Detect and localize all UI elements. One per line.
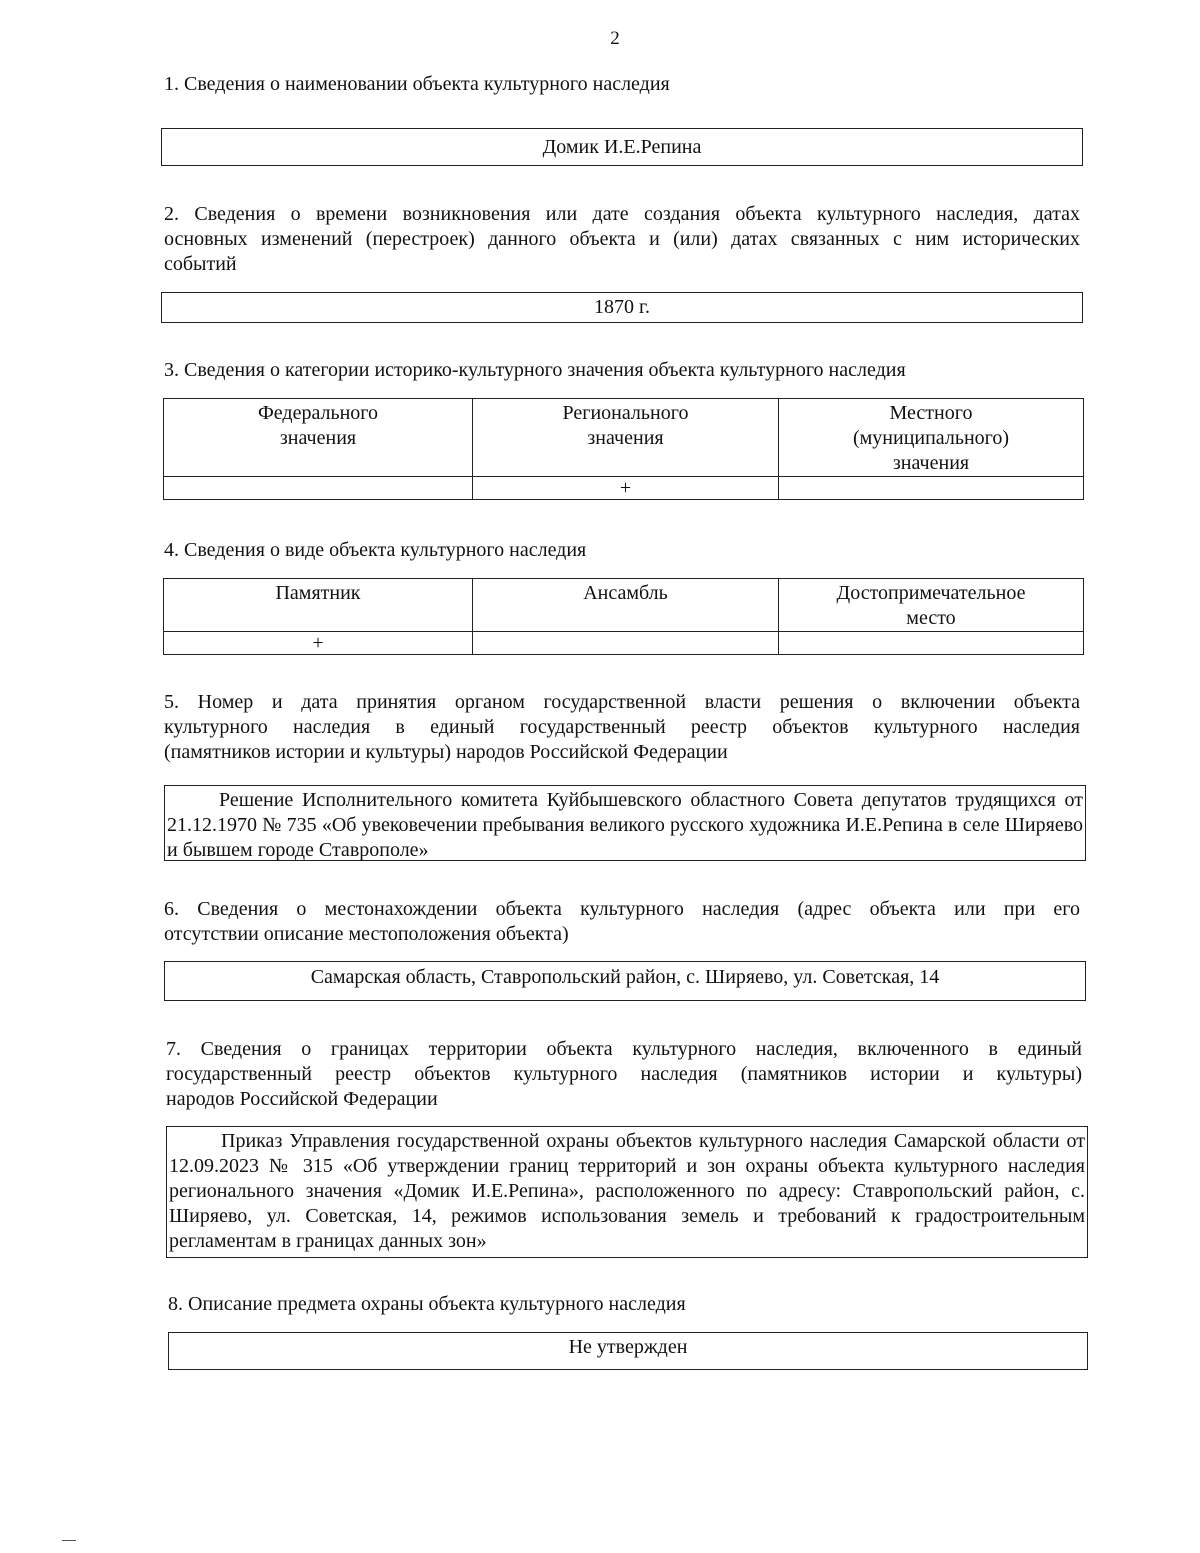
type-header-line: Памятник (275, 582, 361, 604)
category-header-line: значения (279, 427, 357, 449)
section-6-value-box (164, 961, 1086, 1001)
category-header-line: Федерального (257, 402, 379, 424)
object-address: Самарская область, Ставропольский район, с. Ширяево, ул. Советская, 14 (310, 966, 940, 988)
section-5-heading-line: (памятников истории и культуры) народов Российской Федерации (164, 741, 728, 763)
category-regional-mark: + (473, 477, 779, 500)
category-local-header (779, 399, 1084, 477)
section-6-heading-line: 6. Сведения о местонахождении объекта культурного наследия (адрес объекта или при его (164, 898, 1080, 920)
section-5-heading-line: 5. Номер и дата принятия органом государственной власти решения о включении объекта (164, 691, 1080, 713)
category-federal-mark (164, 477, 473, 500)
section-6-heading-line: отсутствии описание местоположения объекта) (164, 923, 569, 945)
section-5-value-box (164, 785, 1086, 861)
section-2-heading-line: основных изменений (перестроек) данного объекта и (или) датах связанных с ним исторических (164, 228, 1080, 250)
section-8-value-box (168, 1332, 1088, 1370)
section-6-heading (164, 897, 1080, 947)
protection-subject: Не утвержден (568, 1336, 688, 1358)
scan-mark (62, 1540, 76, 1541)
section-2-heading-line: 2. Сведения о времени возникновения или дате создания объекта культурного наследия, датах (164, 203, 1080, 225)
section-1-heading: 1. Сведения о наименовании объекта культурного наследия (164, 73, 670, 95)
type-landmark-header (779, 579, 1084, 632)
category-table (163, 398, 1084, 500)
section-4-heading: 4. Сведения о виде объекта культурного наследия (164, 539, 587, 561)
type-landmark-mark (779, 632, 1084, 655)
section-7-heading (166, 1037, 1082, 1112)
section-8-heading: 8. Описание предмета охраны объекта культурного наследия (168, 1293, 686, 1315)
type-monument-mark: + (164, 632, 473, 655)
type-table (163, 578, 1084, 655)
type-ensemble-header (473, 579, 779, 632)
category-header-line: Регионального (562, 402, 689, 424)
category-federal-header (164, 399, 473, 477)
category-header-line: значения (587, 427, 664, 449)
section-2-heading (164, 202, 1080, 277)
category-regional-header (473, 399, 779, 477)
creation-date: 1870 г. (594, 296, 650, 318)
object-name: Домик И.Е.Репина (542, 135, 702, 158)
section-7-heading-line: государственный реестр объектов культурного наследия (памятников истории и культуры) (166, 1063, 1082, 1085)
type-header-line: место (906, 607, 956, 629)
category-header-line: (муниципального) (852, 427, 1010, 449)
registry-decision-text: Решение Исполнительного комитета Куйбышевского областного Совета депутатов трудящихся от 21.12.1970 № 735 «Об увековечении пребывания великого русского художника И.Е.Репина в селе Ширяево и бывшем городе Ставрополе» (167, 789, 1083, 861)
section-7-value-box (166, 1126, 1088, 1258)
territory-order-text: Приказ Управления государственной охраны объектов культурного наследия Самарской области от 12.09.2023 № 315 «Об утверждении границ территорий и зон охраны объекта культурного наследия регионального значения «Домик И.Е.Репина», расположенного по адресу: Ставропольский район, с. Ширяево, ул. Советская, 14, режимов использования земель и требований к градостроительным регламентам в границах данных зон» (169, 1130, 1085, 1252)
section-7-heading-line: народов Российской Федерации (166, 1088, 438, 1110)
type-ensemble-mark (473, 632, 779, 655)
section-7-heading-line: 7. Сведения о границах территории объекта культурного наследия, включенного в единый (166, 1038, 1082, 1060)
type-monument-header (164, 579, 473, 632)
category-header-line: значения (892, 452, 970, 474)
section-2-heading-line: событий (164, 253, 237, 275)
category-local-mark (779, 477, 1084, 500)
page-number: 2 (610, 28, 620, 49)
category-header-line: Местного (889, 402, 973, 424)
type-header-line: Ансамбль (583, 582, 668, 604)
section-5-heading (164, 690, 1080, 765)
section-2-value-box (161, 292, 1083, 323)
section-5-heading-line: культурного наследия в единый государственный реестр объектов культурного наследия (164, 716, 1080, 738)
section-3-heading: 3. Сведения о категории историко-культурного значения объекта культурного наследия (164, 359, 906, 381)
type-header-line: Достопримечательное (836, 582, 1026, 604)
section-1-value-box (161, 128, 1083, 166)
